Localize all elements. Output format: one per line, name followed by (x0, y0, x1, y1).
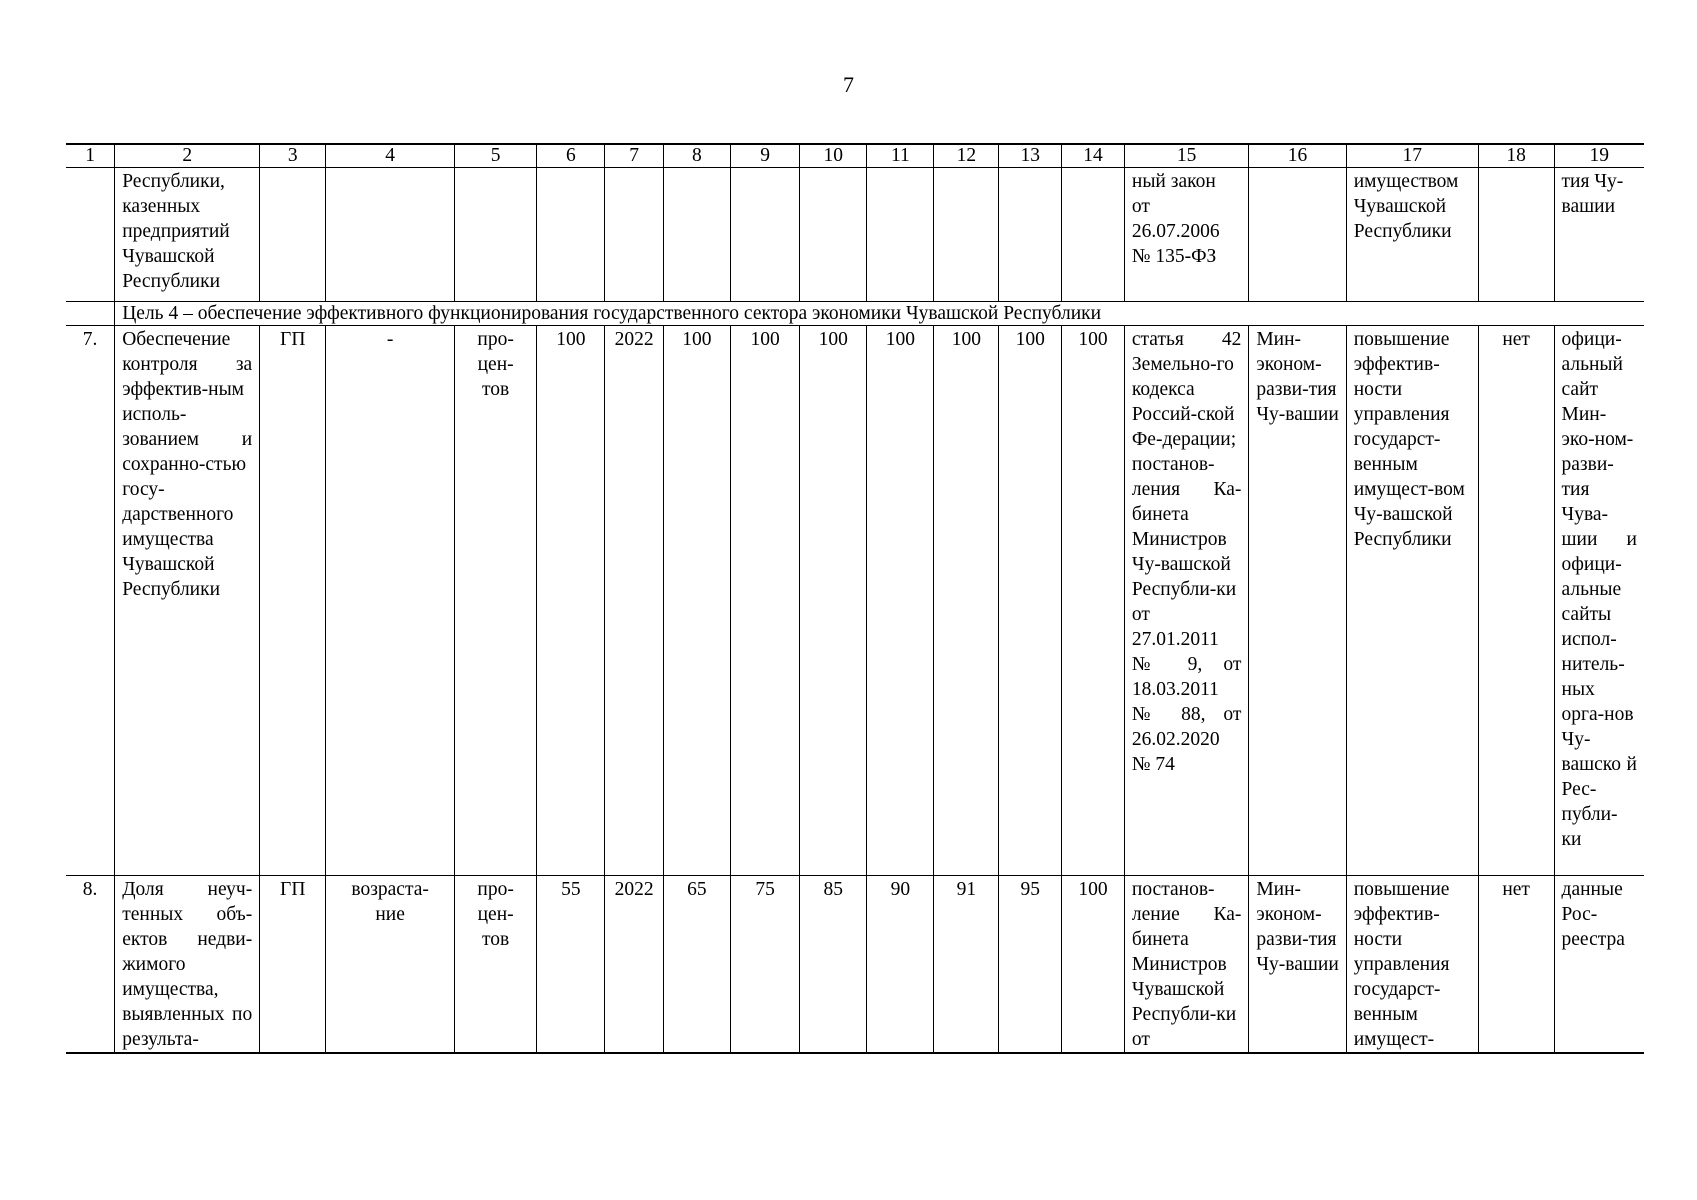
cell-legal-basis: ный закон от 26.07.2006 № 135-ФЗ (1124, 168, 1248, 302)
cell-col18: нет (1478, 326, 1554, 876)
cell-value: 100 (867, 326, 934, 876)
cell-relation: имуществом Чувашской Республики (1346, 168, 1478, 302)
page-number: 7 (843, 72, 854, 97)
goal-row (66, 302, 1644, 326)
cell-empty (999, 168, 1062, 302)
cell-value: 65 (663, 876, 730, 1054)
cell-empty (1249, 168, 1346, 302)
column-number: 17 (1346, 144, 1478, 168)
cell-empty (605, 168, 663, 302)
column-number: 19 (1554, 144, 1644, 168)
column-number: 4 (326, 144, 455, 168)
cell-base-value: 100 (537, 326, 605, 876)
cell-value: 100 (934, 326, 999, 876)
cell-empty (730, 168, 799, 302)
cell-value: 100 (800, 326, 867, 876)
cell-empty (1062, 168, 1125, 302)
cell-data-source: офици-альный сайт Мин-эко-ном-разви-тия Чува-шии и офици-альные сайты испол-нитель-ных орга-нов Чу-вашско й Рес-публи-ки (1554, 326, 1644, 876)
indicators-table (66, 143, 1644, 1054)
column-number: 3 (260, 144, 326, 168)
column-number: 5 (455, 144, 537, 168)
cell-value: 100 (1062, 326, 1125, 876)
column-number: 12 (934, 144, 999, 168)
table-row-continuation (66, 168, 1644, 302)
cell-relation: повышение эффектив-ности управления государст-венным имущест- (1346, 876, 1478, 1054)
cell-empty (1478, 168, 1554, 302)
cell-empty (455, 168, 537, 302)
goal-text: Цель 4 – обеспечение эффективного функционирования государственного сектора экономики Чувашской Республики (115, 302, 1644, 326)
column-number: 8 (663, 144, 730, 168)
cell-value: 100 (730, 326, 799, 876)
cell-value: 90 (867, 876, 934, 1054)
cell-empty (934, 168, 999, 302)
cell-indicator-name: Республики, казенных предприятий Чувашской Республики (115, 168, 260, 302)
cell-indicator-name: Доля неуч-тенных объ-ектов недви-жимого имущества, выявленных по результа- (115, 876, 260, 1054)
cell-direction: возраста- ние (326, 876, 455, 1054)
cell-empty (326, 168, 455, 302)
cell-empty (260, 168, 326, 302)
table-row (66, 876, 1644, 1054)
column-number: 13 (999, 144, 1062, 168)
column-number: 11 (867, 144, 934, 168)
table-row (66, 326, 1644, 876)
cell-number: 8. (66, 876, 115, 1054)
column-number: 15 (1124, 144, 1248, 168)
cell-responsible: Мин-эконом-разви-тия Чу-вашии (1249, 326, 1346, 876)
column-number: 2 (115, 144, 260, 168)
column-number: 9 (730, 144, 799, 168)
cell-data-source: тия Чу- вашии (1554, 168, 1644, 302)
cell-empty (663, 168, 730, 302)
cell-unit: про- цен- тов (455, 876, 537, 1054)
cell-legal-basis: статья 42 Земельно-го кодекса Россий-ской Фе-дерации; постанов-ления Ка-бинета Министров Чу-вашской Республи-ки от 27.01.2011 № 9, от 18.03.2011 № 88, от 26.02.2020 № 74 (1124, 326, 1248, 876)
cell-value: 100 (663, 326, 730, 876)
cell-base-value: 55 (537, 876, 605, 1054)
cell-number: 7. (66, 326, 115, 876)
cell-number (66, 168, 115, 302)
cell-unit: про- цен- тов (455, 326, 537, 876)
cell-empty (867, 168, 934, 302)
cell-value: 95 (999, 876, 1062, 1054)
cell-value: 100 (999, 326, 1062, 876)
column-number: 16 (1249, 144, 1346, 168)
column-number: 14 (1062, 144, 1125, 168)
cell-empty (537, 168, 605, 302)
column-number: 7 (605, 144, 663, 168)
cell-base-year: 2022 (605, 326, 663, 876)
cell-direction: - (326, 326, 455, 876)
cell-base-year: 2022 (605, 876, 663, 1054)
cell-value: 100 (1062, 876, 1125, 1054)
cell-type: ГП (260, 876, 326, 1054)
cell-value: 75 (730, 876, 799, 1054)
column-number: 1 (66, 144, 115, 168)
cell-value: 85 (800, 876, 867, 1054)
cell-empty (66, 302, 115, 326)
column-number: 10 (800, 144, 867, 168)
cell-legal-basis: постанов-ление Ка-бинета Министров Чувашской Республи-ки от (1124, 876, 1248, 1054)
cell-indicator-name: Обеспечение контроля за эффектив-ным исполь-зованием и сохранно-стью госу-дарственного имущества Чувашской Республики (115, 326, 260, 876)
column-number-row (66, 144, 1644, 168)
cell-data-source: данные Рос-реестра (1554, 876, 1644, 1054)
column-number: 6 (537, 144, 605, 168)
cell-relation: повышение эффектив-ности управления государст-венным имущест-вом Чу-вашской Республики (1346, 326, 1478, 876)
cell-responsible: Мин-эконом-разви-тия Чу-вашии (1249, 876, 1346, 1054)
cell-type: ГП (260, 326, 326, 876)
cell-empty (800, 168, 867, 302)
column-number: 18 (1478, 144, 1554, 168)
cell-col18: нет (1478, 876, 1554, 1054)
cell-value: 91 (934, 876, 999, 1054)
